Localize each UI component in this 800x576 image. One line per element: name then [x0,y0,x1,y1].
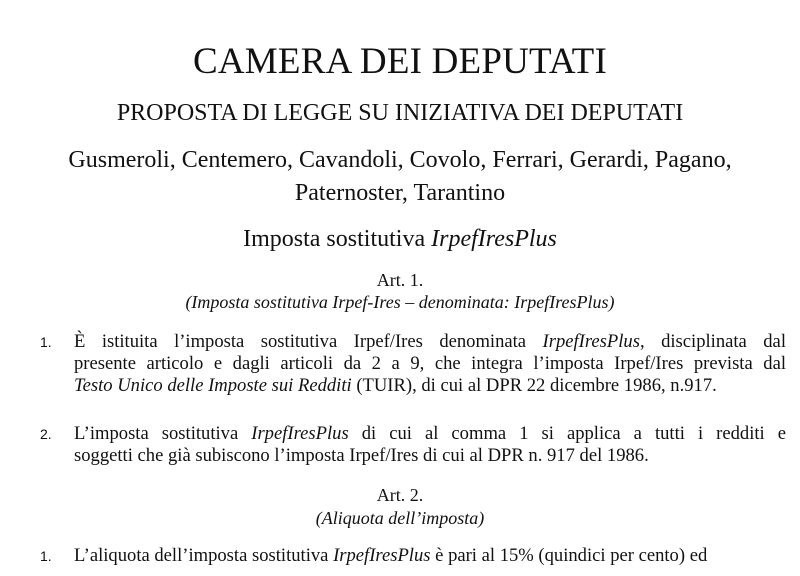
paragraph-line: presente articolo e dagli articoli da 2 a 9, che integra l’imposta Irpef/Ires prevista dal [74,353,786,374]
text-run: L’aliquota dell’imposta sostitutiva [74,545,334,566]
text-run: è pari al 15% (quindici per cento) ed [430,545,708,566]
text-run: , disciplinata dal [639,331,786,352]
chamber-title: CAMERA DEI DEPUTATI [193,41,607,82]
paragraph-line [74,375,786,397]
article-1-subtitle: (Imposta sostitutiva Irpef-Ires – denominata: IrpefIresPlus) [185,292,615,312]
proposal-heading: PROPOSTA DI LEGGE SU INIZIATIVA DEI DEPUTATI [116,100,684,126]
text-run: L’imposta sostitutiva [74,423,252,444]
paragraph-line [74,545,786,567]
authors-line-2: Paternoster, Tarantino [294,180,506,206]
italic-run: IrpefIresPlus [251,423,349,444]
law-title-italic: IrpefIresPlus [431,226,557,252]
article-2-number: Art. 2. [376,485,424,505]
law-title-prefix: Imposta sostitutiva [243,226,432,252]
paragraph-line: soggetti che già subiscono l’imposta Irpef/Ires di cui al DPR n. 917 del 1986. [74,445,649,466]
article-1-number: Art. 1. [376,270,424,290]
italic-run: IrpefIresPlus [333,545,431,566]
paragraph-line [74,331,786,353]
italic-run: IrpefIresPlus [542,331,640,352]
text-run: (TUIR), di cui al DPR 22 dicembre 1986, n.917. [351,375,717,396]
paragraph-line [74,423,786,445]
text-run: di cui al comma 1 si applica a tutti i redditi e [348,423,786,444]
list-number: 1. [40,548,52,564]
text-run: È istituita l’imposta sostitutiva Irpef/Ires denominata [74,331,543,352]
authors-line-1: Gusmeroli, Centemero, Cavandoli, Covolo, Ferrari, Gerardi, Pagano, [68,147,732,173]
list-number: 2. [40,426,52,442]
law-title [0,226,800,253]
article-2-subtitle: (Aliquota dell’imposta) [315,508,485,528]
italic-run: Testo Unico delle Imposte sui Redditi [74,375,352,396]
list-number: 1. [40,334,52,350]
